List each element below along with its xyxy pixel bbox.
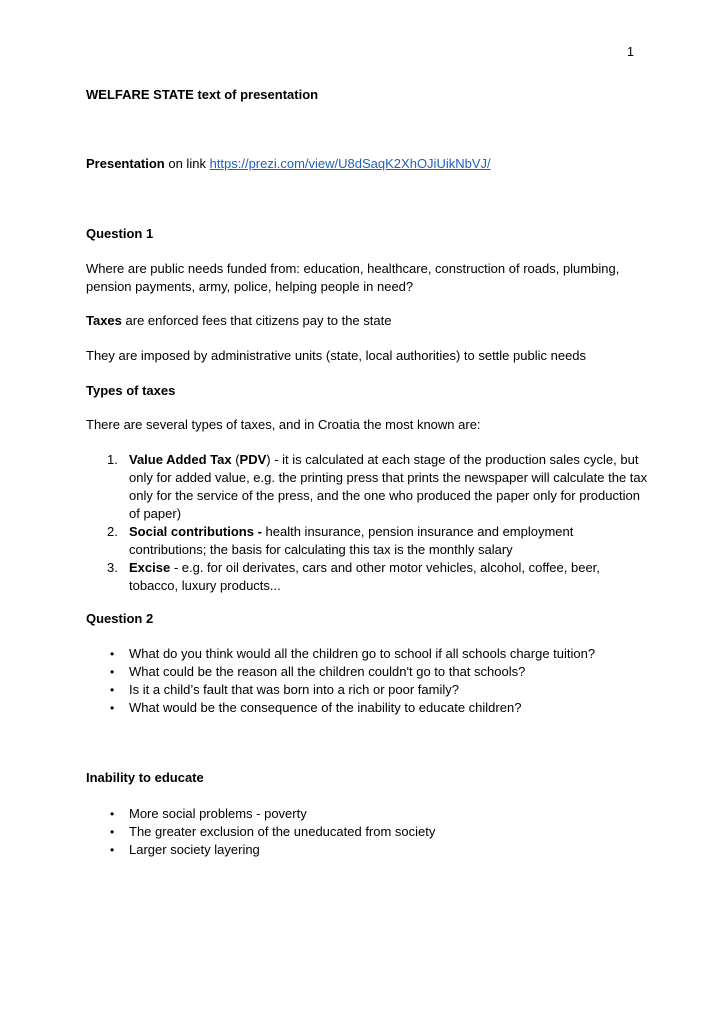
types-of-taxes-intro: There are several types of taxes, and in Croatia the most known are: — [86, 417, 481, 432]
item-text: ) - it is calculated at each stage of the production sales cycle, but only for added value, e.g. the printing press that prints the newspaper will calculate the tax only for the service of the press, and the one who produced the paper only for production of paper) — [129, 452, 648, 521]
list-item — [86, 681, 649, 699]
types-of-taxes-heading: Types of taxes — [86, 383, 176, 398]
bullet-text: Larger society layering — [129, 842, 260, 857]
tax-types-list — [86, 451, 646, 595]
item-term: Value Added Tax — [129, 452, 232, 467]
list-number: 1. — [107, 452, 118, 467]
list-number: 2. — [107, 524, 118, 539]
item-term: Excise — [129, 560, 171, 575]
list-item — [86, 559, 649, 595]
taxes-imposed-text: They are imposed by administrative units (state, local authorities) to settle public needs — [86, 348, 587, 363]
taxes-definition — [86, 312, 646, 330]
presentation-line — [86, 155, 646, 173]
bullet-text: What do you think would all the children go to school if all schools charge tuition? — [129, 646, 596, 661]
list-item — [86, 645, 649, 663]
taxes-def-text: are enforced fees that citizens pay to the state — [121, 313, 392, 328]
list-item — [86, 841, 649, 859]
presentation-text: on link — [164, 156, 210, 171]
presentation-label: Presentation — [86, 156, 165, 171]
list-number: 3. — [107, 560, 118, 575]
bullet-icon: • — [110, 843, 115, 857]
bullet-icon: • — [110, 647, 115, 661]
question-1-heading: Question 1 — [86, 226, 154, 241]
item-abbr: PDV — [239, 452, 267, 467]
list-item — [86, 805, 649, 823]
bullet-text: What could be the reason all the children couldn't go to that schools? — [129, 664, 526, 679]
bullet-icon: • — [110, 665, 115, 679]
bullet-text: The greater exclusion of the uneducated from society — [129, 824, 436, 839]
bullet-text: What would be the consequence of the inability to educate children? — [129, 700, 522, 715]
list-item — [86, 451, 649, 523]
bullet-text: Is it a child’s fault that was born into a rich or poor family? — [129, 682, 459, 697]
inability-list — [86, 805, 646, 859]
item-text: health insurance, pension insurance and employment contributions; the basis for calculating this tax is the monthly salary — [129, 524, 574, 557]
question-1-intro: Where are public needs funded from: education, healthcare, construction of roads, plumbing, pension payments, army, police, helping people in need? — [86, 261, 620, 294]
list-item — [86, 523, 649, 559]
inability-heading: Inability to educate — [86, 770, 204, 785]
question-2-list — [86, 645, 646, 717]
presentation-link[interactable]: https://prezi.com/view/U8dSaqK2XhOJiUikNbVJ/ — [209, 156, 491, 171]
item-term: Social contributions - — [129, 524, 262, 539]
page-number: 1 — [627, 45, 634, 59]
document-title: WELFARE STATE text of presentation — [86, 87, 319, 102]
bullet-icon: • — [110, 825, 115, 839]
bullet-icon: • — [110, 701, 115, 715]
question-2-heading: Question 2 — [86, 611, 154, 626]
list-item — [86, 823, 649, 841]
bullet-icon: • — [110, 683, 115, 697]
list-item — [86, 663, 649, 681]
item-abbr-open: ( — [231, 452, 240, 467]
taxes-term: Taxes — [86, 313, 122, 328]
bullet-icon: • — [110, 807, 115, 821]
bullet-text: More social problems - poverty — [129, 806, 307, 821]
list-item — [86, 699, 649, 717]
item-text: - e.g. for oil derivates, cars and other motor vehicles, alcohol, coffee, beer, tobacco, luxury products... — [129, 560, 600, 593]
